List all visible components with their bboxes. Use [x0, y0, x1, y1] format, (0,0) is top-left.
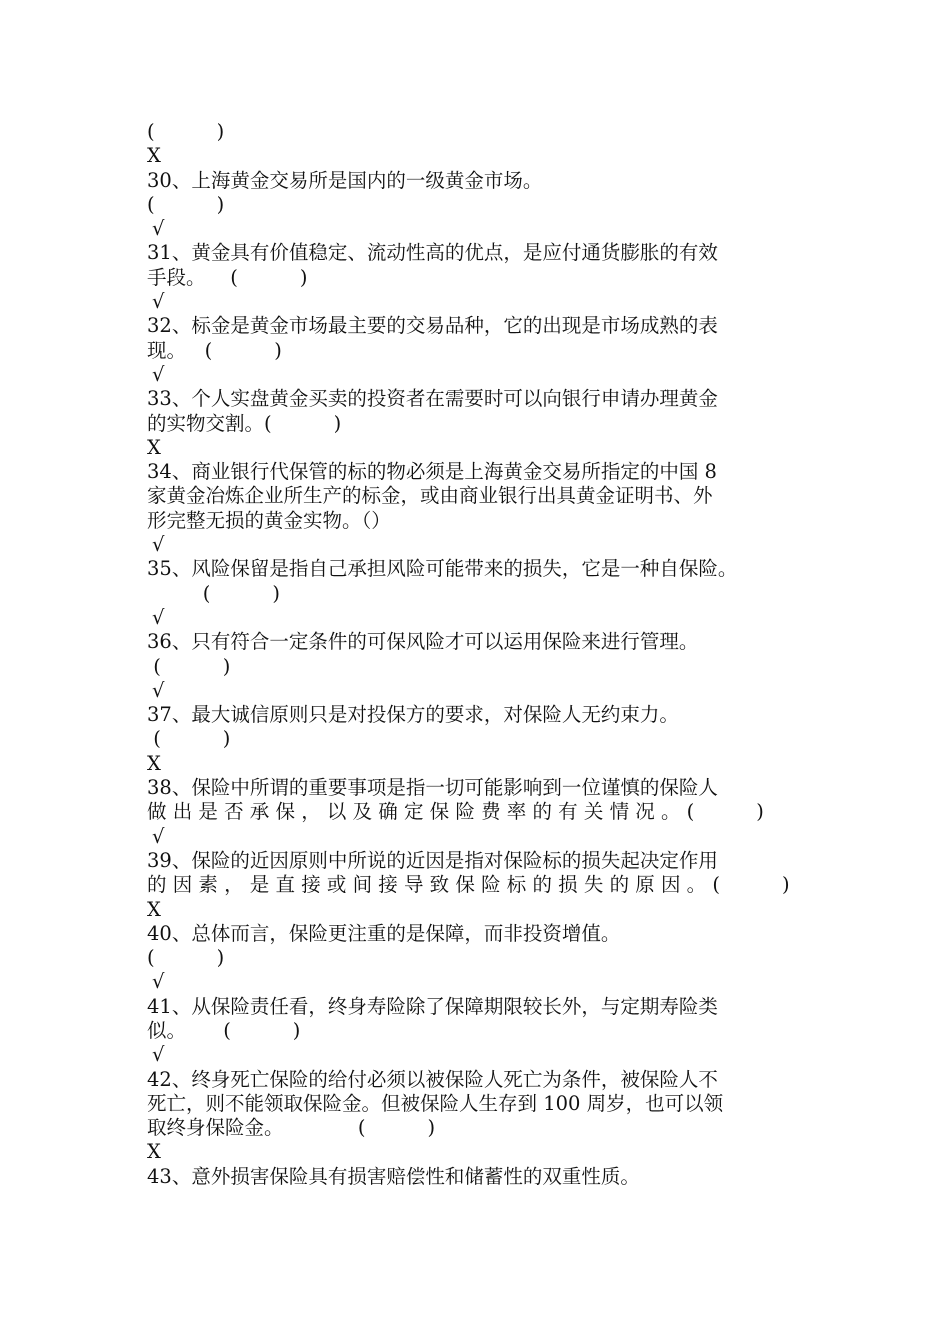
question-text-line: 35、风险保留是指自己承担风险可能带来的损失，它是一种自保险。 [147, 557, 738, 581]
answer-check-mark: √ [152, 217, 165, 241]
answer-blank: ( ) [147, 581, 280, 605]
answer-mark: X [147, 435, 161, 459]
question-text-line: 37、最大诚信原则只是对投保方的要求，对保险人无约束力。 [147, 703, 679, 727]
question-text-line: 43、意外损害保险具有损害赔偿性和储蓄性的双重性质。 [147, 1164, 640, 1188]
answer-blank: ( ) [147, 192, 225, 216]
question-text-line: 的实物交割。( ) [147, 411, 342, 435]
question-text-line: 取终身保险金。 ( ) [147, 1116, 436, 1140]
question-text-line: 似。 ( ) [147, 1018, 301, 1042]
answer-blank: ( ) [147, 120, 225, 143]
question-text-line: 42、终身死亡保险的给付必须以被保险人死亡为条件，被保险人不 [147, 1067, 718, 1091]
question-text-line: 的 因 素 ， 是 直 接 或 间 接 导 致 保 险 标 的 损 失 的 原 因 。 ( ) [147, 873, 790, 897]
question-text-line: 39、保险的近因原则中所说的近因是指对保险标的损失起决定作用 [147, 848, 718, 872]
question-text-line: 手段。 ( ) [147, 265, 308, 289]
answer-check-mark: √ [152, 362, 165, 386]
question-text-line: 41、从保险责任看，终身寿险除了保障期限较长外，与定期寿险类 [147, 994, 718, 1018]
question-text-line: 32、标金是黄金市场最主要的交易品种，它的出现是市场成熟的表 [147, 314, 718, 338]
question-text-line: 家黄金冶炼企业所生产的标金，或由商业银行出具黄金证明书、外 [147, 484, 713, 508]
answer-check-mark: √ [152, 970, 165, 994]
answer-check-mark: √ [152, 533, 165, 557]
question-text-line: 形完整无损的黄金实物。（） [147, 508, 391, 532]
answer-mark: X [147, 1140, 161, 1164]
question-text-line: 做 出 是 否 承 保 ， 以 及 确 定 保 险 费 率 的 有 关 情 况 。 ( ) [147, 800, 764, 824]
question-text-line: 31、黄金具有价值稳定、流动性高的优点，是应付通货膨胀的有效 [147, 241, 718, 265]
question-text-line: 36、只有符合一定条件的可保风险才可以运用保险来进行管理。 [147, 630, 699, 654]
answer-check-mark: √ [152, 678, 165, 702]
question-text-line: 30、上海黄金交易所是国内的一级黄金市场。 [147, 168, 543, 192]
question-text-line: 34、商业银行代保管的标的物必须是上海黄金交易所指定的中国 8 [147, 460, 717, 484]
answer-check-mark: √ [152, 605, 165, 629]
question-text-line: 死亡，则不能领取保险金。但被保险人生存到 100 周岁，也可以领 [147, 1091, 724, 1115]
answer-blank: ( ) [147, 727, 231, 751]
answer-blank: ( ) [147, 654, 231, 678]
answer-mark: X [147, 897, 161, 921]
question-text-line: 33、个人实盘黄金买卖的投资者在需要时可以向银行申请办理黄金 [147, 387, 718, 411]
question-text-line: 38、保险中所谓的重要事项是指一切可能影响到一位谨慎的保险人 [147, 776, 718, 800]
answer-check-mark: √ [152, 1043, 165, 1067]
answer-mark: X [147, 144, 161, 168]
document-body [147, 120, 837, 1189]
question-text-line: 现。 ( ) [147, 338, 282, 362]
answer-mark: X [147, 751, 161, 775]
answer-check-mark: √ [152, 824, 165, 848]
question-text-line: 40、总体而言，保险更注重的是保障，而非投资增值。 [147, 921, 621, 945]
answer-blank: ( ) [147, 946, 225, 970]
answer-check-mark: √ [152, 290, 165, 314]
